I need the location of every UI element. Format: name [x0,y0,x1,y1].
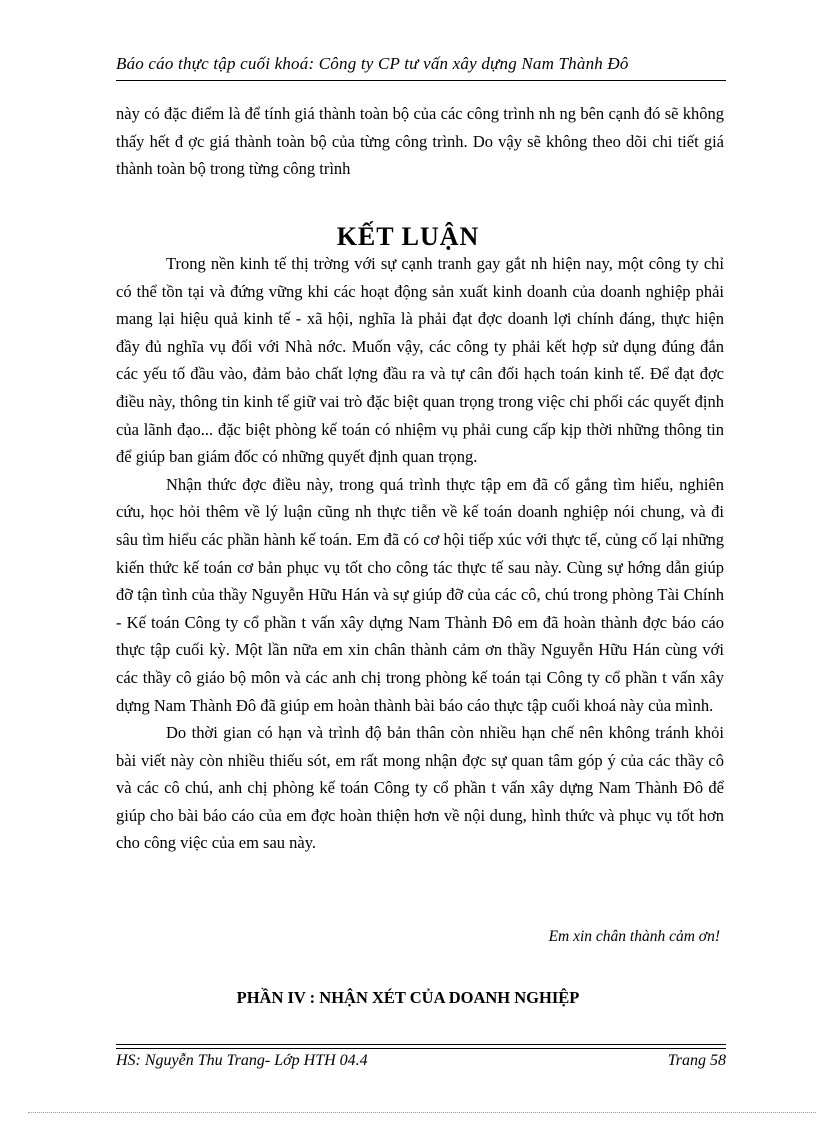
footer-rule-bottom [116,1048,726,1049]
footer-page-number: Trang 58 [667,1052,726,1069]
conclusion-paragraph-3: Do thời gian có hạn và trình độ bản thân còn nhiều hạn chế nên không tránh khỏi bài viết này còn nhiều thiếu sót, em rất mong nhận đợc sự quan tâm góp ý của các thầy cô và các cô chú, anh chị phòng kế toán Công ty cổ phần t vấn xây dựng Nam Thành Đô để giúp cho bài báo cáo của em đợc hoàn thiện hơn về nội dung, hình thức và phục vụ tốt hơn cho công việc của em sau này. [116,723,724,853]
page-footer [116,1052,726,1070]
footer-author: HS: Nguyễn Thu Trang- Lớp HTH 04.4 [116,1052,368,1069]
conclusion-paragraph-1: Trong nền kinh tế thị trờng với sự cạnh tranh gay gắt nh hiện nay, một công ty chỉ có thể tồn tại và đứng vững khi các hoạt động sản xuất kinh doanh của doanh nghiệp phải mang lại hiệu quả kinh tế - xã hội, nghĩa là phải đạt đợc doanh lợi chính đáng, thực hiện đầy đủ nghĩa vụ đối với Nhà nớc. Muốn vậy, các công ty phải kết hợp sử dụng đúng đắn các yếu tố đầu vào, đảm bảo chất lợng đầu ra và tự cân đối hạch toán kinh tế. Để đạt đợc điều này, thông tin kinh tế giữ vai trò đặc biệt quan trọng trong việc chi phối các quyết định của lãnh đạo... đặc biệt phòng kế toán có nhiệm vụ phải cung cấp kịp thời những thông tin để giúp ban giám đốc có những quyết định quan trọng. [116,254,724,467]
intro-text [116,100,724,183]
page-header: Báo cáo thực tập cuối khoá: Công ty CP tư vấn xây dựng Nam Thành Đô [116,54,726,81]
conclusion-body [116,250,724,857]
footer-rule-top [116,1044,726,1045]
conclusion-paragraph-2: Nhận thức đợc điều này, trong quá trình thực tập em đã cố gắng tìm hiểu, nghiên cứu, học hỏi thêm về lý luận cũng nh thực tiễn về kế toán doanh nghiệp nói chung, và đi sâu tìm hiểu các phần hành kế toán. Em đã có cơ hội tiếp xúc với thực tế, củng cố lại những kiến thức kế toán cơ bản phục vụ tốt cho công tác thực tế sau này. Cùng sự hớng dẫn giúp đỡ tận tình của thầy Nguyễn Hữu Hán và sự giúp đỡ của các cô, chú trong phòng Tài Chính - Kế toán Công ty cổ phần t vấn xây dựng Nam Thành Đô em đã hoàn thành đợc báo cáo thực tập cuối kỳ. Một lần nữa em xin chân thành cảm ơn thầy Nguyễn Hữu Hán cùng với các thầy cô giáo bộ môn và các anh chị trong phòng kế toán tại Công ty cổ phần t vấn xây dựng Nam Thành Đô đã giúp em hoàn thành bài báo cáo thực tập cuối khoá này của mình. [116,474,724,715]
page-edge-dotted-line [28,1112,816,1113]
intro-paragraph: này có đặc điểm là để tính giá thành toàn bộ của các công trình nh ng bên cạnh đó sẽ không thấy hết đ ợc giá thành toàn bộ của từng công trình. Do vậy sẽ không theo dõi chi tiết giá thành toàn bộ trong từng công trình [116,104,724,179]
thanks-line: Em xin chân thành cảm ơn! [548,928,720,945]
section-title: KẾT LUẬN [336,222,480,251]
part-heading: PHẦN IV : NHẬN XÉT CỦA DOANH NGHIỆP [236,988,580,1007]
